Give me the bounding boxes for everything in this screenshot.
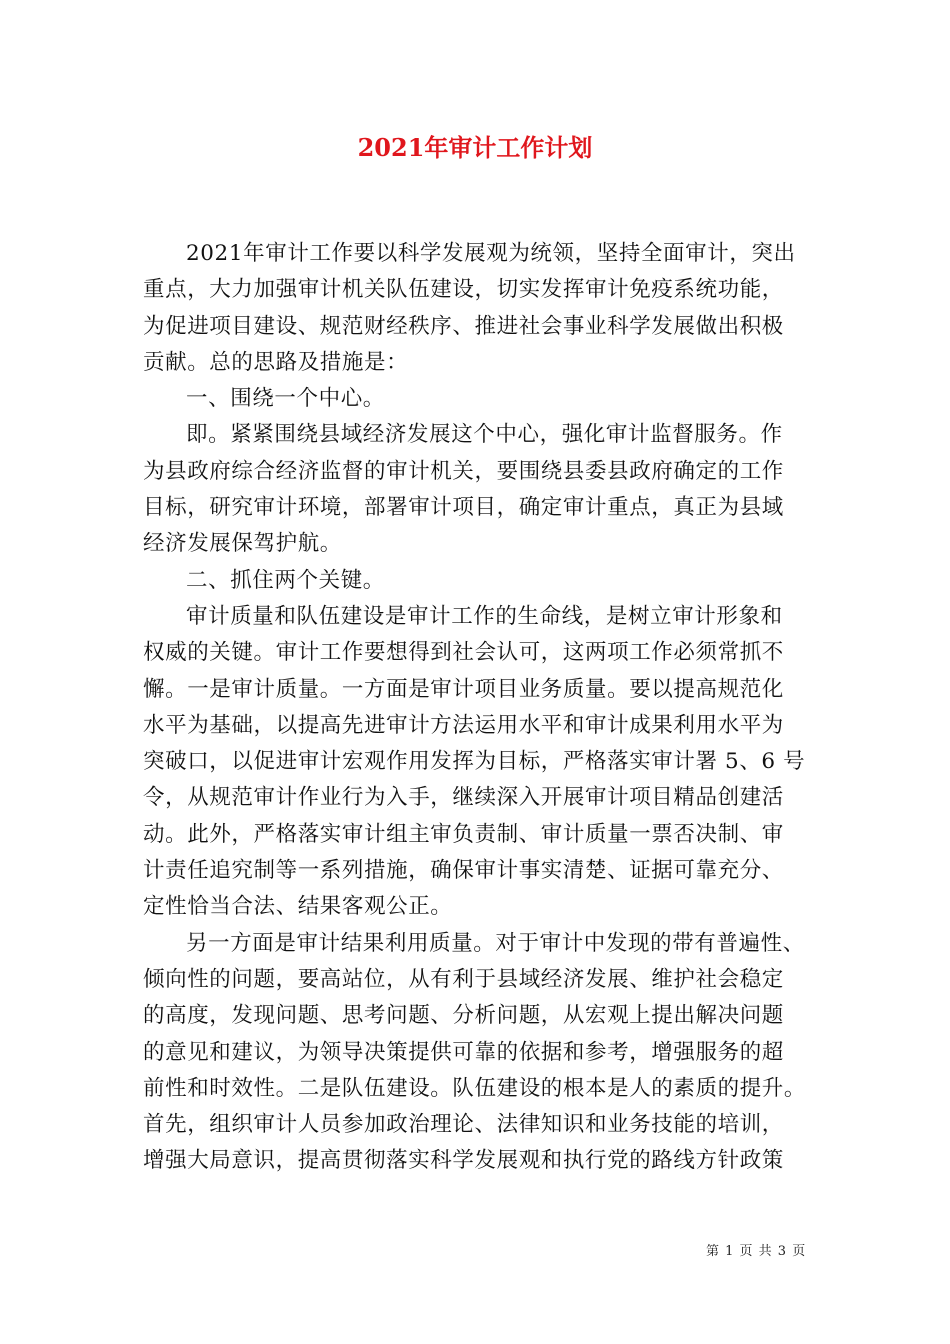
body-line: 另一方面是审计结果利用质量。对于审计中发现的带有普遍性、: [186, 930, 805, 956]
body-line: 水平为基础，以提高先进审计方法运用水平和审计成果利用水平为: [143, 712, 784, 738]
body-line: 2021年审计工作要以科学发展观为统领，坚持全面审计，突出: [186, 241, 796, 266]
section-heading-1: 一、围绕一个中心。: [186, 386, 385, 412]
document-body: [143, 236, 823, 1180]
body-line: 经济发展保驾护航。: [143, 531, 342, 557]
section-heading-2: 二、抓住两个关键。: [186, 567, 385, 593]
body-line: 为县政府综合经济监督的审计机关，要围绕县委县政府确定的工作: [143, 458, 784, 484]
body-line: 增强大局意识，提高贯彻落实科学发展观和执行党的路线方针政策: [143, 1148, 784, 1174]
body-line: 懈。一是审计质量。一方面是审计项目业务质量。要以提高规范化: [143, 676, 784, 702]
body-line: 即。紧紧围绕县域经济发展这个中心，强化审计监督服务。作: [186, 422, 783, 448]
body-line: 目标，研究审计环境，部署审计项目，确定审计重点，真正为县域: [143, 495, 784, 521]
document-title: 2021年审计工作计划: [357, 133, 593, 162]
body-line: 计责任追究制等一系列措施，确保审计事实清楚、证据可靠充分、: [143, 858, 784, 884]
body-line: 贡献。总的思路及措施是：: [143, 349, 409, 375]
body-line: 权威的关键。审计工作要想得到社会认可，这两项工作必须常抓不: [143, 640, 784, 666]
body-line: 定性恰当合法、结果客观公正。: [143, 894, 453, 920]
page-number-footer: 第 1 页 共 3 页: [706, 1244, 807, 1259]
body-line: 的高度，发现问题、思考问题、分析问题，从宏观上提出解决问题: [143, 1003, 784, 1029]
body-line: 令，从规范审计作业行为入手，继续深入开展审计项目精品创建活: [143, 785, 784, 811]
body-line: 审计质量和队伍建设是审计工作的生命线，是树立审计形象和: [186, 603, 783, 629]
body-line: 的意见和建议，为领导决策提供可靠的依据和参考，增强服务的超: [143, 1039, 784, 1065]
body-line: 动。此外，严格落实审计组主审负责制、审计质量一票否决制、审: [143, 821, 784, 847]
body-line: 首先，组织审计人员参加政治理论、法律知识和业务技能的培训，: [143, 1112, 784, 1138]
body-line: 突破口，以促进审计宏观作用发挥为目标，严格落实审计署 5、6 号: [143, 749, 806, 775]
body-line: 为促进项目建设、规范财经秩序、推进社会事业科学发展做出积极: [143, 313, 784, 339]
body-line: 倾向性的问题，要高站位，从有利于县域经济发展、维护社会稳定: [143, 966, 784, 992]
body-line: 前性和时效性。二是队伍建设。队伍建设的根本是人的素质的提升。: [143, 1075, 807, 1101]
body-line: 重点，大力加强审计机关队伍建设，切实发挥审计免疫系统功能，: [143, 277, 784, 303]
